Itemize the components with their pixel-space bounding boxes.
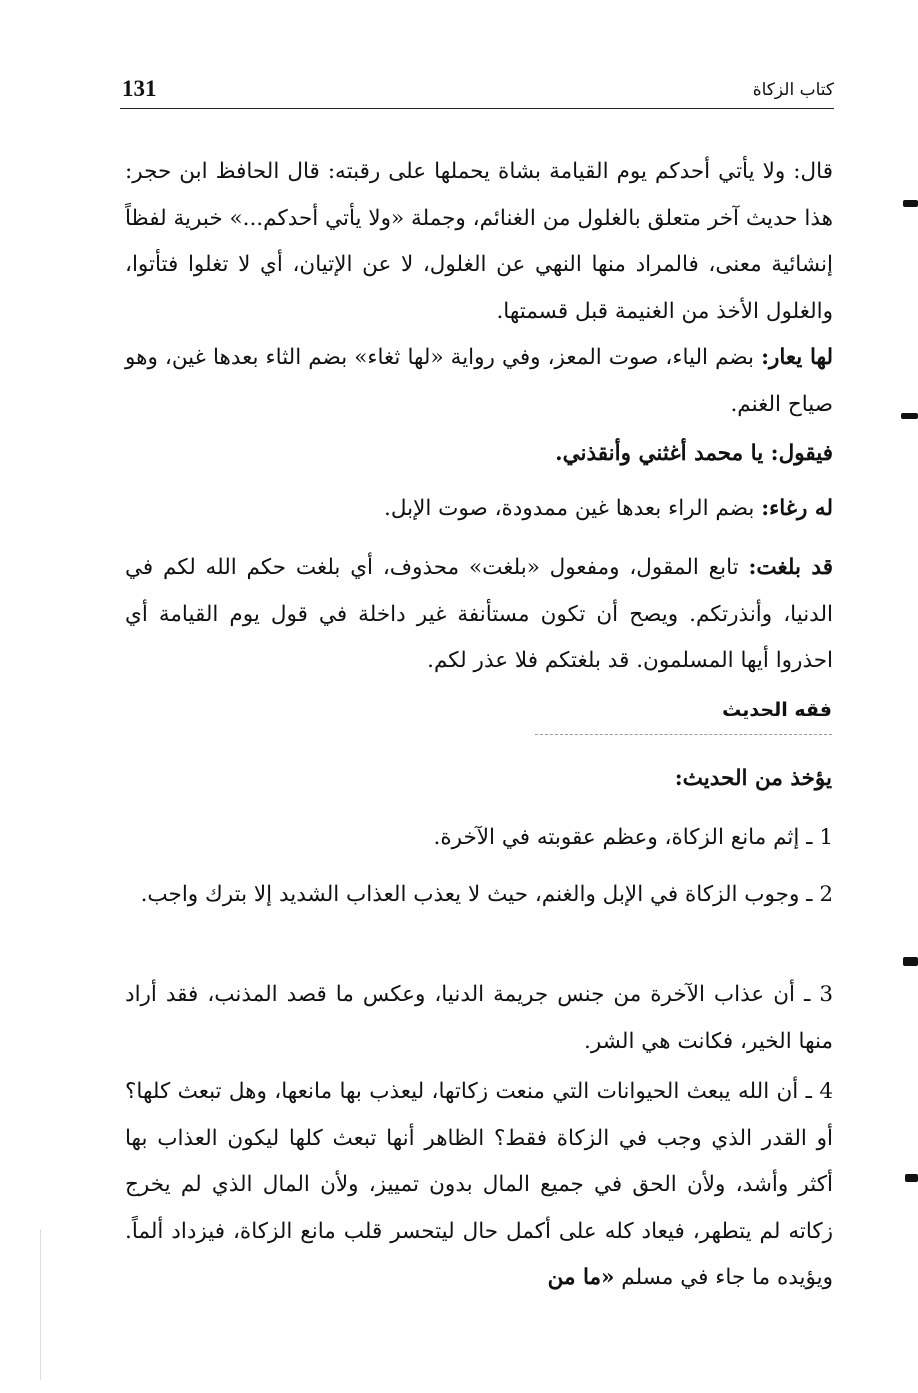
- paragraph-qad-ballaght: [125, 545, 833, 685]
- point-text: 3 ـ أن عذاب الآخرة من جنس جريمة الدنيا، وعكس ما قصد المذنب، فقد أراد منها الخير، فكانت هي الشر.: [125, 982, 833, 1054]
- gloss-term: فيقول: يا محمد أغثني وأنقذني.: [555, 441, 833, 466]
- point-3: [125, 972, 833, 1065]
- section-heading: فقه الحديث: [722, 699, 832, 721]
- gloss-text: بضم الراء بعدها غين ممدودة، صوت الإبل.: [383, 496, 762, 521]
- scan-edge-mark: [903, 957, 918, 966]
- paragraph-lahu-rugha: [125, 486, 833, 533]
- page-header: [120, 76, 834, 109]
- gloss-term: له رغاء:: [761, 496, 833, 521]
- scan-edge-mark: [905, 1174, 918, 1182]
- gloss-text: تابع المقول، ومفعول «بلغت» محذوف، أي بلغت حكم الله لكم في الدنيا، وأنذرتكم. ويصح أن تكون مستأنفة غير داخلة في قول يوم القيامة أي احذروا أيها المسلمون. قد بلغتكم فلا عذر لكم.: [125, 555, 833, 673]
- section-subheading: يؤخذ من الحديث:: [674, 766, 832, 791]
- scan-edge-mark: [903, 200, 918, 207]
- point-4: [125, 1069, 833, 1302]
- running-title: كتاب الزكاة: [752, 80, 834, 100]
- paragraph-laha-yuar: [125, 335, 833, 428]
- gloss-term: قد بلغت:: [748, 555, 833, 580]
- scan-gutter-line: [40, 1230, 41, 1380]
- point-text: 1 ـ إثم مانع الزكاة، وعظم عقوبته في الآخرة.: [433, 825, 833, 850]
- scan-edge-mark: [901, 413, 918, 419]
- gloss-text: بضم الياء، صوت المعز، وفي رواية «لها ثغاء» بضم الثاء بعدها غين، وهو صياح الغنم.: [125, 345, 833, 417]
- paragraph-hadith-commentary: [125, 149, 833, 335]
- paragraph-fayaqul: [125, 431, 833, 478]
- gloss-term: لها يعار:: [761, 345, 833, 370]
- point-2: [125, 872, 833, 919]
- point-text: 2 ـ وجوب الزكاة في الإبل والغنم، حيث لا يعذب العذاب الشديد إلا بترك واجب.: [140, 882, 833, 907]
- paragraph-text: قال: ولا يأتي أحدكم يوم القيامة بشاة يحملها على رقبته: قال الحافظ ابن حجر: هذا حديث آخر متعلق بالغلول من الغنائم، وجملة «ولا يأتي أحدكم...» خبرية لفظاً إنشائية معنى، فالمراد منها النهي عن الغلول، لا عن الإتيان، أي لا تغلوا فتأتوا، والغلول الأخذ من الغنيمة قبل قسمتها.: [125, 159, 833, 324]
- page-number: 131: [122, 76, 157, 101]
- point-1: [125, 815, 833, 862]
- section-divider: [535, 734, 832, 735]
- point-tail: «ما من: [547, 1265, 615, 1290]
- point-text: 4 ـ أن الله يبعث الحيوانات التي منعت زكاتها، ليعذب بها مانعها، وهل تبعث كلها؟ أو القدر الذي وجب في الزكاة فقط؟ الظاهر أنها تبعث كلها ليكون العذاب بها أكثر وأشد، ولأن الحق في جميع المال بدون تمييز، ولأن المال الذي لم يخرج زكاته لم يتطهر، فيعاد كله على أكمل حال ليتحسر قلب مانع الزكاة، فيزداد ألماً. ويؤيده ما جاء في مسلم: [125, 1079, 833, 1290]
